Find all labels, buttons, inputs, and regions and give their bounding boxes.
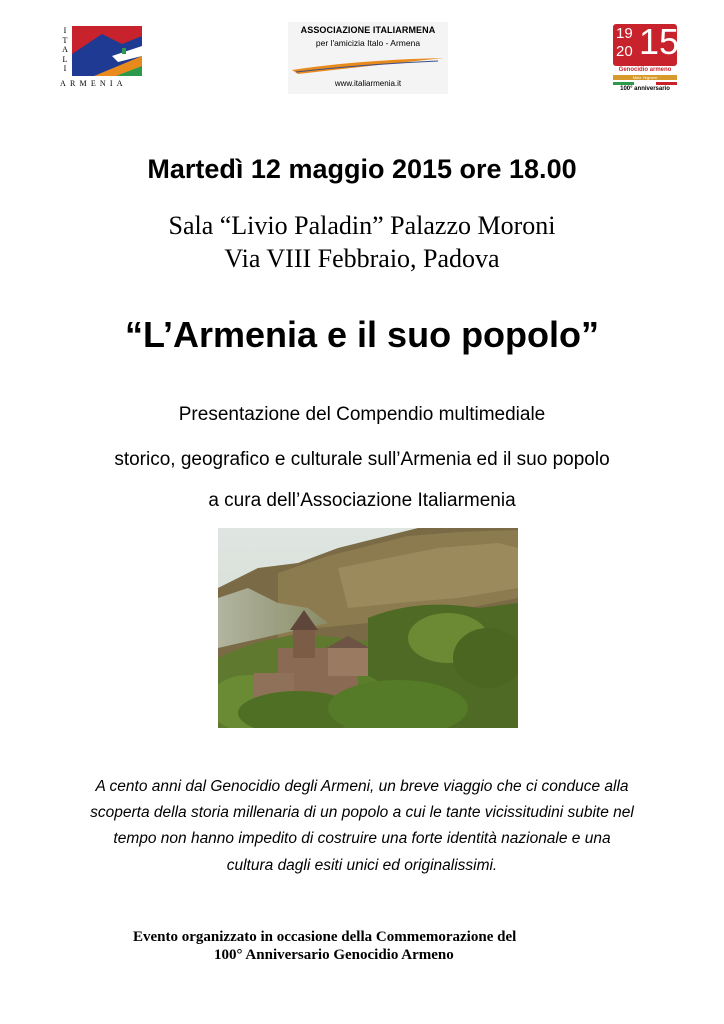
footer-line: Evento organizzato in occasione della Commemorazione del — [133, 929, 517, 945]
logo-letter: I — [63, 64, 67, 73]
tricolor-stripes — [613, 82, 677, 85]
logo-letter: T — [62, 35, 68, 45]
centenary-caption: Genocidio armeno — [618, 67, 672, 73]
description-line: A cento anni dal Genocidio degli Armeni, un breve viaggio che ci conduce alla — [95, 778, 629, 795]
event-title: “L’Armenia e il suo popolo” — [124, 314, 600, 355]
armenia-italy-flag-icon — [72, 26, 142, 76]
presentation-line: a cura dell’Associazione Italiarmenia — [208, 490, 516, 511]
logo-letter: A — [62, 45, 68, 54]
centenary-anniversary: 100° anniversario — [620, 86, 670, 92]
event-address: Via VIII Febbraio, Padova — [224, 244, 500, 273]
centenary-logo — [613, 21, 680, 94]
centenary-ribbon: Metz Yeghern — [613, 75, 677, 80]
association-name: ASSOCIAZIONE ITALIARMENA — [300, 25, 436, 35]
association-tagline: per l'amicizia Italo - Armena — [315, 38, 421, 48]
year-part: 19 — [616, 25, 633, 42]
event-date: Martedì 12 maggio 2015 ore 18.00 — [147, 154, 577, 184]
footer-line: 100° Anniversario Genocidio Armeno — [214, 947, 454, 963]
presentation-line: storico, geografico e culturale sull’Armenia ed il suo popolo — [114, 449, 610, 470]
logo-letter: I — [63, 26, 67, 35]
year-part: 20 — [616, 43, 633, 60]
swoosh-icon — [288, 52, 448, 76]
description-line: tempo non hanno impedito di costruire una forte identità nazionale e una — [113, 830, 611, 847]
monastery-landscape-photo — [218, 528, 518, 728]
year-part: 15 — [639, 21, 680, 62]
description-line: scoperta della storia millenaria di un popolo a cui le tante vicissitudini subite nel — [90, 804, 634, 821]
logo-letter: L — [62, 54, 68, 64]
centenary-year-box — [613, 21, 680, 66]
italiarmenia-logo — [60, 24, 146, 90]
presentation-line: Presentazione del Compendio multimediale — [178, 404, 546, 425]
logo-vertical-letters — [60, 26, 70, 74]
association-website: www.italiarmenia.it — [334, 79, 402, 88]
logo-bottom-text: ARMENIA — [60, 79, 127, 88]
event-venue: Sala “Livio Paladin” Palazzo Moroni — [168, 211, 556, 240]
associazione-logo — [288, 22, 448, 94]
description-line: cultura dagli esiti unici ed originalissimi. — [226, 857, 498, 874]
